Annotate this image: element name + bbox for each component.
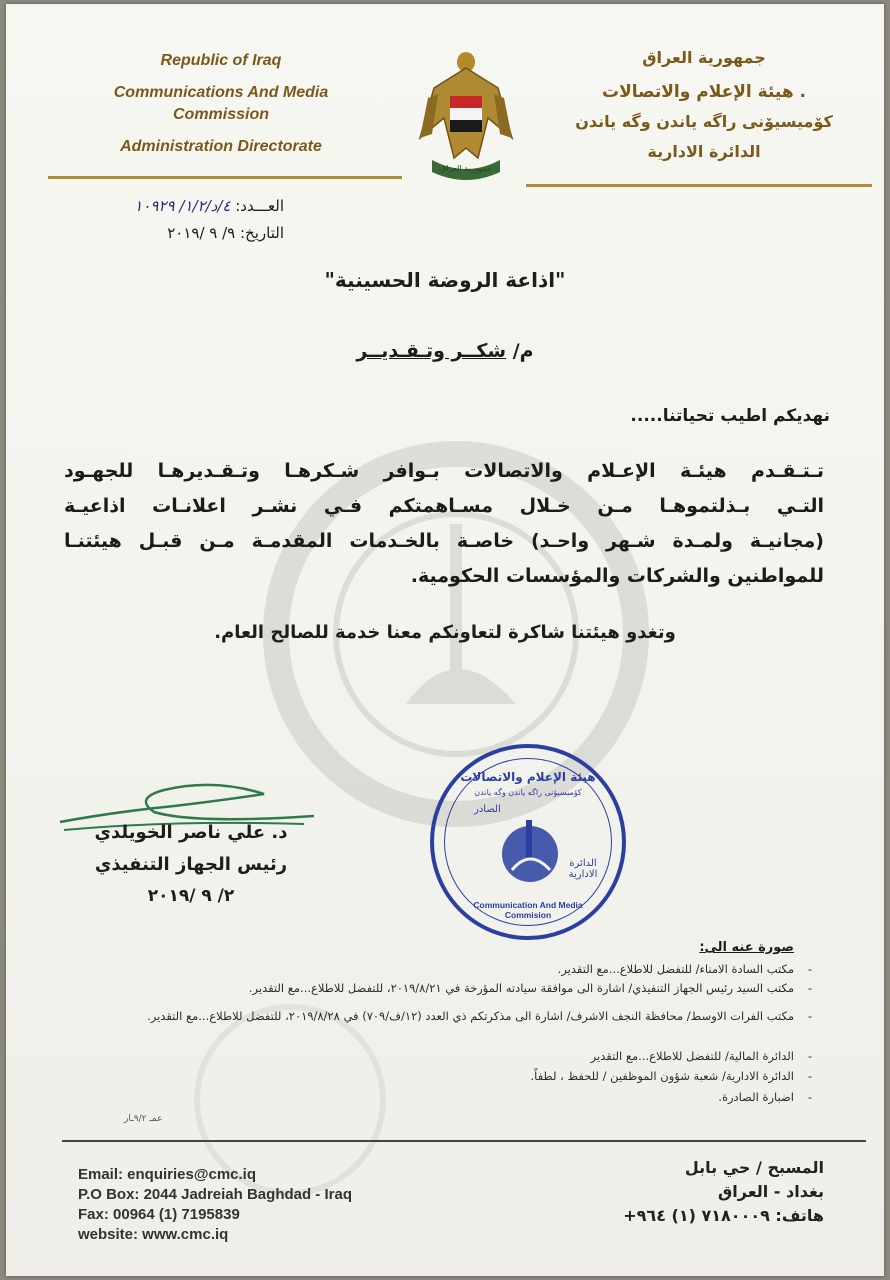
header-ar-line2: . هيئة الإعلام والاتصالات bbox=[602, 82, 806, 102]
signature-date: ٢/ ٩ /٢٠١٩ bbox=[147, 886, 235, 906]
copy-item-text: الدائرة المالية/ للتفضل للاطلاع...مع التقدير bbox=[590, 1049, 794, 1063]
closing-line: وتغدو هيئتنا شاكرة لتعاونكم معنا خدمة للصالح العام. bbox=[214, 622, 676, 643]
copies-heading: صورة عنه الى: bbox=[699, 940, 794, 955]
letter-page bbox=[6, 4, 884, 1276]
copy-item bbox=[74, 1090, 812, 1104]
bullet-dash-icon: - bbox=[807, 962, 812, 976]
subject-prefix: م/ bbox=[512, 340, 534, 362]
footer-fax: Fax: 00964 (1) 7195839 bbox=[78, 1206, 240, 1223]
body-line-4: للمواطنين والشركات والمؤسسات الحكومية. bbox=[410, 565, 824, 587]
copy-item bbox=[74, 1007, 812, 1025]
recipient: "اذاعة الروضة الحسينية" bbox=[324, 268, 566, 292]
header-en-line4: Administration Directorate bbox=[120, 138, 322, 155]
bullet-dash-icon: - bbox=[807, 1049, 812, 1063]
footer-phone: هاتف: ٧١٨٠٠٠٩ (١) ٩٦٤+ bbox=[623, 1206, 824, 1225]
header-ar-line3: كۆميسيۆنى راگه ياندن وگه ياندن bbox=[575, 112, 833, 131]
subject bbox=[6, 340, 884, 362]
header-rule-right bbox=[526, 184, 872, 187]
signatory-name: د. علي ناصر الخويلدي bbox=[94, 822, 288, 843]
copy-item bbox=[74, 962, 812, 976]
emblem-caption: جمهورية العراق bbox=[440, 164, 492, 173]
reference-number-label: العـــدد: bbox=[235, 197, 284, 215]
bullet-dash-icon: - bbox=[807, 1009, 812, 1023]
footer-address-2: بغداد - العراق bbox=[717, 1182, 824, 1201]
stamp-authority: هيئة الإعلام والاتصالات bbox=[460, 770, 596, 784]
signatory-title: رئيس الجهاز التنفيذي bbox=[94, 854, 288, 875]
copy-item-text: الدائرة الادارية/ شعبة شؤون الموظفين / للحفظ ، لطفاً. bbox=[530, 1069, 794, 1083]
footer-pobox: P.O Box: 2044 Jadreiah Baghdad - Iraq bbox=[78, 1186, 352, 1203]
bullet-dash-icon: - bbox=[807, 981, 812, 995]
bullet-dash-icon: - bbox=[807, 1069, 812, 1083]
copy-item bbox=[74, 1069, 812, 1083]
copy-item-text: مكتب السادة الامناء/ للتفضل للاطلاع...مع التقدير. bbox=[557, 962, 794, 976]
copy-item bbox=[74, 1049, 812, 1063]
stamp-logo-icon bbox=[492, 814, 568, 890]
stamp-department: الدائرة الادارية bbox=[568, 858, 598, 880]
typist-initials: عمـ ٩/٢ـار bbox=[124, 1114, 163, 1124]
header-en-line3: Commission bbox=[172, 106, 269, 123]
body-line-3: (مجانيـة ولمـدة شـهر واحـد) خاصـة بالخـدمات المقدمـة مـن قبـل هيئتنـا bbox=[64, 530, 824, 552]
stamp-english: Communication And Media Commision bbox=[473, 900, 583, 920]
footer-website: website: www.cmc.iq bbox=[78, 1226, 229, 1243]
bullet-dash-icon: - bbox=[807, 1090, 812, 1104]
footer-email: Email: enquiries@cmc.iq bbox=[78, 1166, 257, 1183]
header-ar-line1: جمهورية العراق bbox=[642, 48, 766, 67]
reference-number-value: ٤/د/١/٢/ ١٠٩٢٩ bbox=[134, 197, 231, 215]
reference-date-label: التاريخ: bbox=[240, 224, 284, 242]
footer-rule bbox=[62, 1140, 866, 1142]
subject-text: شكــر وتـقـديــر bbox=[356, 340, 507, 362]
header-en-line2: Communications And Media bbox=[113, 84, 329, 101]
footer-address-1: المسبح / حي بابل bbox=[684, 1158, 824, 1177]
official-stamp bbox=[430, 744, 626, 940]
body-line-1: تـتـقـدم هيئـة الإعـلام والاتصالات بـوافر شـكرهـا وتـقـديرهـا للجهـود bbox=[64, 460, 824, 482]
body-line-2: التـي بـذلتموهـا مـن خـلال مسـاهمتكم فـي نشـر اعلانـات اذاعيـة bbox=[64, 495, 824, 517]
header-rule-left bbox=[48, 176, 402, 179]
copy-item-text: اضبارة الصادرة. bbox=[718, 1090, 794, 1104]
copy-item-text: مكتب الفرات الاوسط/ محافظة النجف الاشرف/ اشارة الى مذكرتكم ذي العدد (١٢/ف/٧٠٩) في ٢٠١٩/٨/٢٨، للتفضل للاطلاع...مع التقدير. bbox=[147, 1009, 794, 1023]
header-en-line1: Republic of Iraq bbox=[160, 52, 282, 69]
header-ar-line4: الدائرة الادارية bbox=[647, 142, 761, 161]
copy-item bbox=[74, 981, 812, 995]
reference-date bbox=[44, 224, 284, 242]
stamp-kurdish: كۆميسيۆنى راگه ياندن وگه ياندن bbox=[474, 788, 582, 797]
copy-item-text: مكتب السيد رئيس الجهاز التنفيذي/ اشارة الى موافقة سيادته المؤرخة في ٢٠١٩/٨/٢١، للتفضل للاطلاع...مع التقدير. bbox=[248, 981, 794, 995]
reference-number bbox=[44, 197, 284, 215]
greeting: نهديكم اطيب تحياتنا..... bbox=[630, 406, 830, 426]
stamp-issued: الصادر bbox=[474, 804, 501, 815]
reference-date-value: ٩/ ٩ /٢٠١٩ bbox=[167, 224, 236, 242]
